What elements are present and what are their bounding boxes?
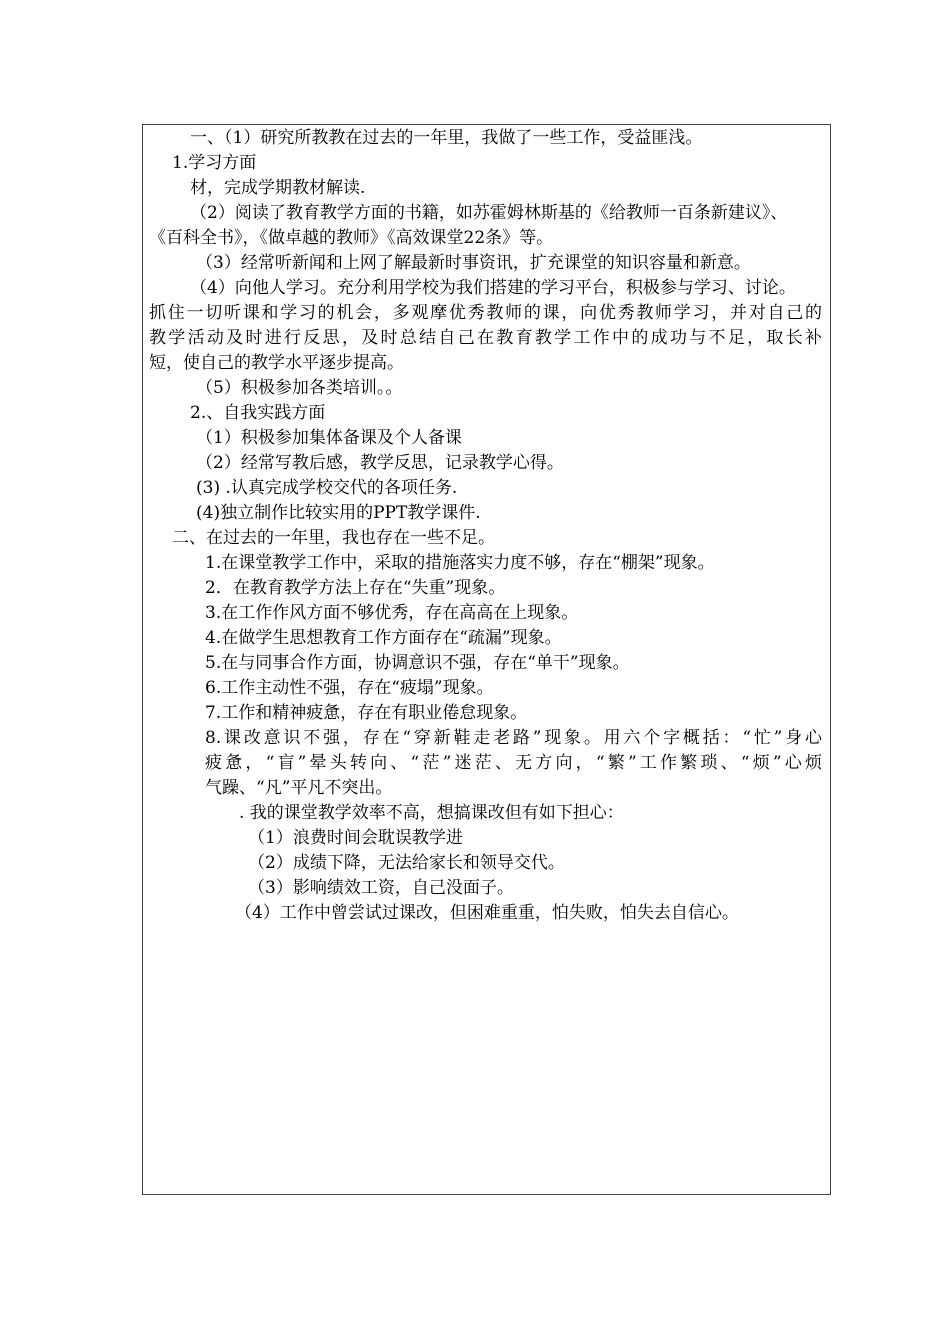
list-item: （1）浪费时间会耽误教学进 <box>248 828 463 848</box>
paragraph-line: （2）经常写教后感，教学反思，记录教学心得。 <box>196 453 564 473</box>
list-item: 6.工作主动性不强，存在“疲塌”现象。 <box>205 678 494 698</box>
paragraph-line: 短，使自己的教学水平逐步提高。 <box>149 353 404 373</box>
list-item: 3.在工作作风方面不够优秀，存在高高在上现象。 <box>205 603 579 623</box>
list-item: （4）工作中曾尝试过课改，但困难重重，怕失败，怕失去自信心。 <box>235 903 739 923</box>
list-item: 5.在与同事合作方面，协调意识不强，存在“单干”现象。 <box>205 653 630 673</box>
paragraph-line: （1）积极参加集体备课及个人备课 <box>196 428 462 448</box>
paragraph-line: （3）经常听新闻和上网了解最新时事资讯，扩充课堂的知识容量和新意。 <box>196 253 751 273</box>
section-one-heading: 一、（1）研究所教教在过去的一年里，我做了一些工作，受益匪浅。 <box>190 128 703 148</box>
section-two-heading: 二、在过去的一年里，我也存在一些不足。 <box>172 528 495 548</box>
paragraph-line: . 我的课堂教学效率不高，想搞课改但有如下担心： <box>239 803 624 823</box>
list-item: 7.工作和精神疲惫，存在有职业倦怠现象。 <box>205 703 528 723</box>
paragraph-line: (3) .认真完成学校交代的各项任务. <box>196 478 458 498</box>
list-item: 8.课改意识不强，存在“穿新鞋走老路”现象。用六个字概括：“忙”身心 <box>205 728 822 748</box>
list-item: （2）成绩下降，无法给家长和领导交代。 <box>248 853 565 873</box>
paragraph-line: 抓住一切听课和学习的机会，多观摩优秀教师的课，向优秀教师学习，并对自己的 <box>149 303 822 323</box>
list-item: 1.在课堂教学工作中，采取的措施落实力度不够，存在“棚架”现象。 <box>205 553 715 573</box>
paragraph-line: （4）向他人学习。充分利用学校为我们搭建的学习平台，积极参与学习、讨论。 <box>190 278 796 298</box>
paragraph-line: (4)独立制作比较实用的PPT教学课件. <box>196 503 481 523</box>
study-aspect-heading: 1.学习方面 <box>172 153 257 173</box>
paragraph-line: 《百科全书》，《做卓越的教师》《高效课堂22条》等。 <box>149 228 554 248</box>
list-item-continuation: 疲惫，“盲”晕头转向、“茫”迷茫、无方向，“繁”工作繁琐、“烦”心烦 <box>205 753 822 773</box>
list-item: 4.在做学生思想教育工作方面存在“疏漏”现象。 <box>205 628 562 648</box>
paragraph-line: （2）阅读了教育教学方面的书籍，如苏霍姆林斯基的《给教师一百条新建议》、 <box>190 203 788 223</box>
list-item: 2．在教育教学方法上存在“失重”现象。 <box>205 578 506 598</box>
list-item: （3）影响绩效工资，自己没面子。 <box>248 878 514 898</box>
paragraph-line: 材，完成学期教材解读. <box>190 178 366 198</box>
paragraph-line: （5）积极参加各类培训。。 <box>196 378 403 398</box>
paragraph-line: 教学活动及时进行反思，及时总结自己在教育教学工作中的成功与不足，取长补 <box>149 328 822 348</box>
list-item-continuation: 气躁、“凡”平凡不突出。 <box>205 778 393 798</box>
practice-aspect-heading: 2.、自我实践方面 <box>190 403 326 423</box>
